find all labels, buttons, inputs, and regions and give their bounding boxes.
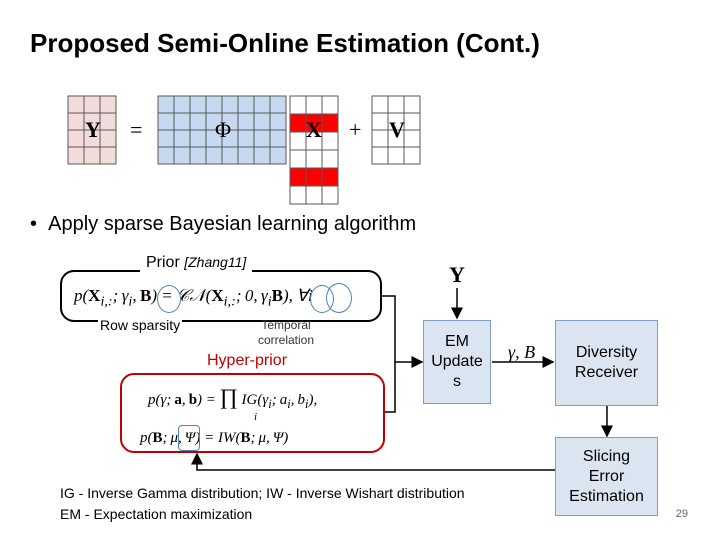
equals-sign: = xyxy=(130,117,143,142)
slicing-error-label: Slicing Error Estimation xyxy=(569,447,644,505)
y-input-symbol: Y xyxy=(449,262,465,287)
prior-to-em-line xyxy=(382,296,422,362)
hyperprior-to-em-line xyxy=(385,362,395,412)
output-params: γ, B xyxy=(508,342,536,362)
footer-notes xyxy=(60,483,465,525)
prior-citation: [Zhang11] xyxy=(184,254,247,270)
hyperprior-equation-1: p(γ; a, b) = ∏ $IG(\gamma_i$; $a_i$, $b_i$), xyxy=(148,384,318,411)
diversity-receiver-box xyxy=(555,320,658,406)
x-symbol: X xyxy=(306,117,322,142)
temporal-line2: correlation xyxy=(258,333,315,347)
diversity-receiver-label: Diversity Receiver xyxy=(574,344,639,381)
footer-line-1: IG - Inverse Gamma distribution; IW - Inverse Wishart distribution xyxy=(60,485,465,501)
prior-equation: $p(X_{i,:}$; $\gamma_i$, $B) = 𝒞𝒩(X_{i,:}$; 0, $\gamma_iB$), ∀i xyxy=(74,286,313,310)
em-update-label: EM Update s xyxy=(431,333,483,390)
plus-sign: + xyxy=(349,117,362,142)
page-number: 29 xyxy=(675,508,688,520)
phi-symbol: Φ xyxy=(215,117,232,142)
row-sparsity-label: Row sparsity xyxy=(100,317,181,333)
footer-line-2: EM - Expectation maximization xyxy=(60,506,253,522)
v-symbol: V xyxy=(389,117,405,142)
product-index: i xyxy=(254,411,258,423)
slicing-error-box xyxy=(555,437,658,516)
temporal-line1: Temporal xyxy=(261,318,311,332)
y-symbol: Y xyxy=(85,117,101,142)
prior-text: Prior xyxy=(146,254,180,271)
bullet-dot: • xyxy=(30,213,49,235)
feedback-arrow xyxy=(197,454,555,470)
slide-title: Proposed Semi-Online Estimation (Cont.) xyxy=(30,28,540,58)
bullet-text: Apply sparse Bayesian learning algorithm xyxy=(48,213,417,235)
hyperprior-label: Hyper-prior xyxy=(203,352,291,370)
hyperprior-equation-2: p(B; μ, Ψ) = IW(B; μ, Ψ) xyxy=(140,430,289,446)
em-update-box xyxy=(423,320,491,404)
